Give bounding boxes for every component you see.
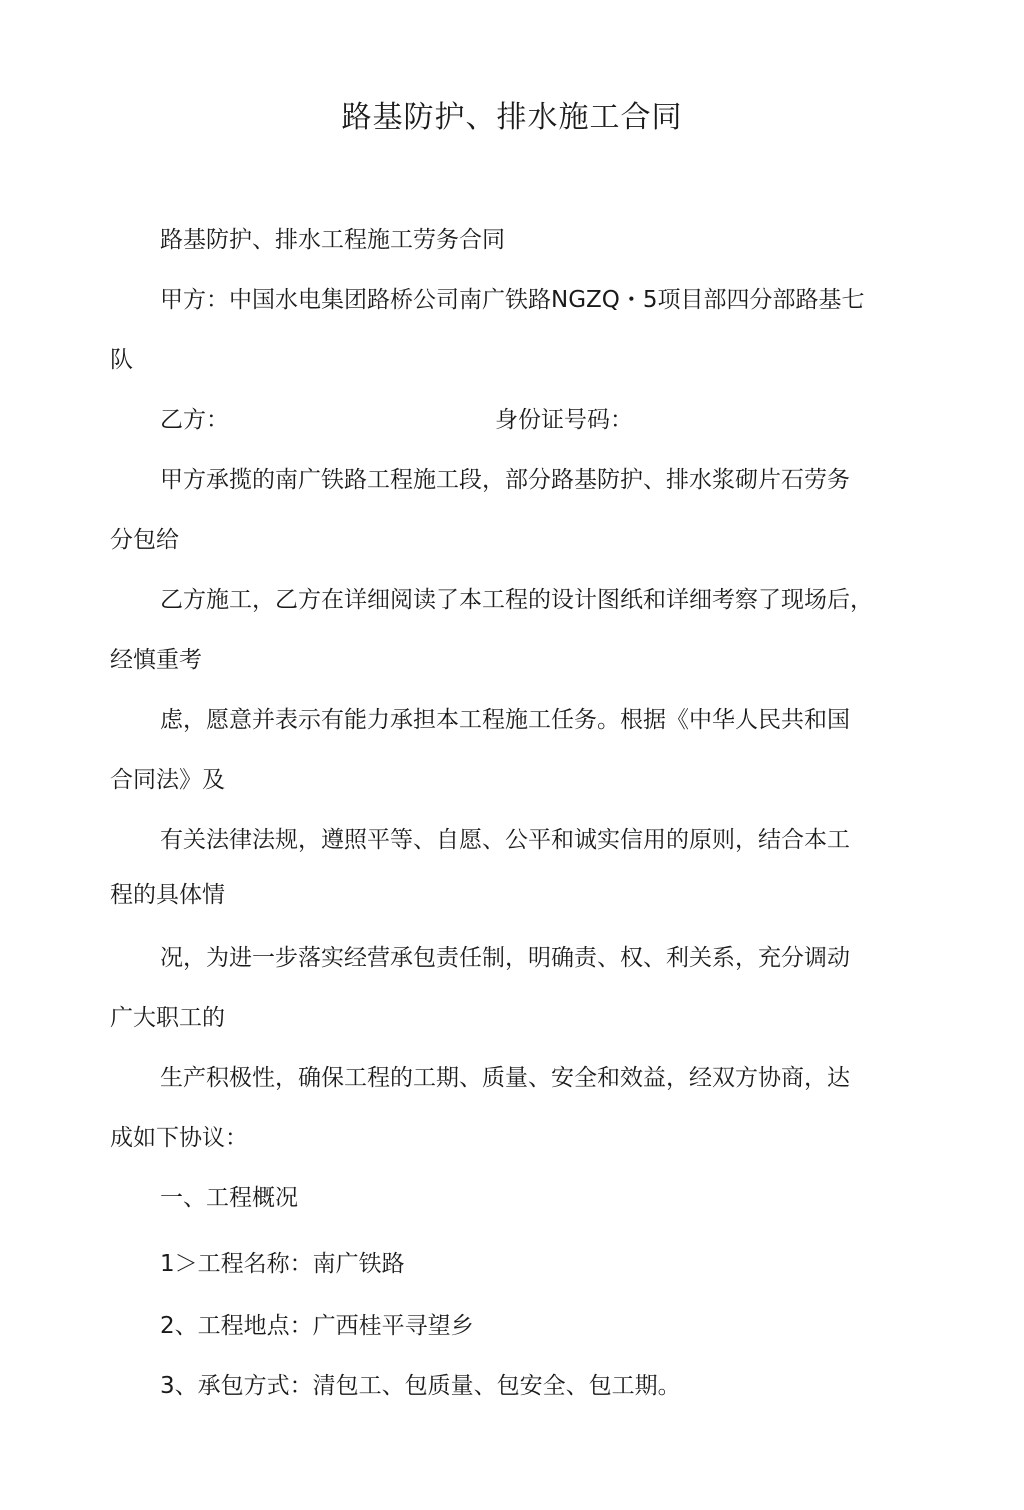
list-item: 2、工程地点：广西桂平寻望乡 — [160, 1313, 474, 1339]
paragraph-line: 经慎重考 — [110, 647, 202, 673]
paragraph-line: 成如下协议： — [110, 1125, 248, 1151]
paragraph-line: 广大职工的 — [110, 1005, 225, 1031]
section-heading: 一、工程概况 — [160, 1185, 298, 1211]
paragraph-line: 合同法》及 — [110, 767, 225, 793]
list-item: 3、承包方式：清包工、包质量、包安全、包工期。 — [160, 1373, 681, 1399]
document-title: 路基防护、排水施工合同 — [341, 100, 683, 135]
paragraph-line: 生产积极性，确保工程的工期、质量、安全和效益，经双方协商，达 — [160, 1065, 850, 1091]
paragraph-line: 分包给 — [110, 527, 179, 553]
paragraph-line: 甲方承揽的南广铁路工程施工段，部分路基防护、排水浆砌片石劳务 — [160, 467, 850, 493]
party-b-label: 乙方： — [160, 407, 229, 433]
paragraph-line: 程的具体情 — [110, 882, 225, 908]
paragraph-line: 乙方施工，乙方在详细阅读了本工程的设计图纸和详细考察了现场后， — [160, 587, 873, 613]
id-number-label: 身份证号码： — [495, 407, 633, 433]
paragraph-line: 有关法律法规，遵照平等、自愿、公平和诚实信用的原则，结合本工 — [160, 827, 850, 853]
paragraph-line: 况，为进一步落实经营承包责任制，明确责、权、利关系，充分调动 — [160, 945, 850, 971]
party-a-line-cont: 队 — [110, 347, 133, 373]
party-a-line: 甲方：中国水电集团路桥公司南广铁路NGZQ・5项目部四分部路基七 — [160, 287, 865, 313]
contract-subtitle: 路基防护、排水工程施工劳务合同 — [160, 227, 505, 253]
paragraph-line: 虑，愿意并表示有能力承担本工程施工任务。根据《中华人民共和国 — [160, 707, 850, 733]
list-item: 1＞工程名称：南广铁路 — [160, 1251, 405, 1277]
